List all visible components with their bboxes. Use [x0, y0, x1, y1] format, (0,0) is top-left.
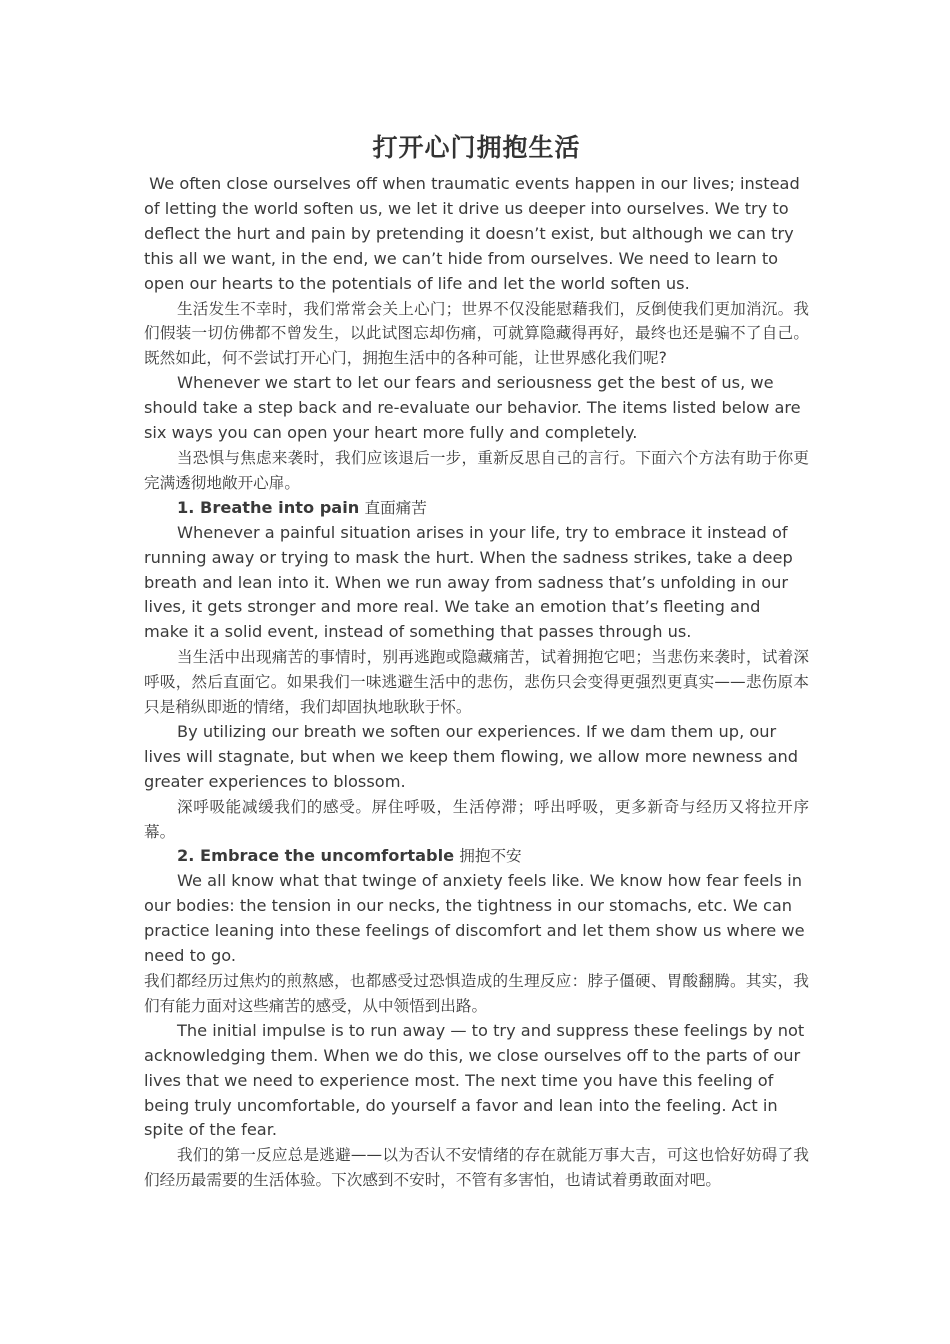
section-heading-1 — [144, 496, 809, 521]
section-heading-1-zh: 直面痛苦 — [364, 498, 427, 517]
paragraph-overview-en: Whenever we start to let our fears and seriousness get the best of us, we should take a step back and re-evaluate our behavior. The items listed below are six ways you can open your heart more fully and completely. — [144, 373, 801, 443]
section-heading-2-zh: 拥抱不安 — [459, 847, 522, 866]
section-heading-2-en: 2. Embrace the uncomfortable — [177, 846, 455, 866]
paragraph-breath-zh: 深呼吸能减缓我们的感受。屏住呼吸，生活停滞；呼出呼吸，更多新奇与经历又将拉开序幕。 — [144, 797, 809, 841]
paragraph-anxiety-en: We all know what that twinge of anxiety feels like. We know how fear feels in our bodies: the tension in our necks, the tightness in our stomachs, etc. We can practice leaning into these feelings of discomfort and let them show us where we need to go. — [144, 871, 805, 966]
section-heading-1-en: 1. Breathe into pain — [177, 497, 360, 517]
document-title: 打开心门拥抱生活 — [372, 133, 581, 162]
paragraph-impulse-en: The initial impulse is to run away — to try and suppress these feelings by not acknowledging them. When we do this, we close ourselves off to the parts of our lives that we need to experience most. The next time you have this feeling of being truly uncomfortable, do yourself a favor and lean into the feeling. Act in spite of the fear. — [144, 1020, 805, 1140]
paragraph-overview-zh: 当恐惧与焦虑来袭时，我们应该退后一步，重新反思自己的言行。下面六个方法有助于你更完满透彻地敞开心扉。 — [144, 448, 809, 492]
paragraph-intro-en: We often close ourselves off when traumatic events happen in our lives; instead of letting the world soften us, we let it drive us deeper into ourselves. We try to deflect the hurt and pain by pretending it doesn’t exist, but although we can try this all we want, in the end, we can’t hide from ourselves. We need to learn to open our hearts to the potentials of life and let the world soften us. — [144, 174, 805, 293]
section-heading-2 — [144, 844, 809, 869]
document-page — [144, 128, 809, 1193]
paragraph-breathe-zh: 当生活中出现痛苦的事情时，别再逃跑或隐藏痛苦，试着拥抱它吧；当悲伤来袭时，试着深呼吸，然后直面它。如果我们一味逃避生活中的悲伤，悲伤只会变得更强烈更真实——悲伤原本只是稍纵即逝的情绪，我们却固执地耿耿于怀。 — [144, 648, 809, 717]
paragraph-anxiety-zh: 我们都经历过焦灼的煎熬感，也都感受过恐惧造成的生理反应：脖子僵硬、胃酸翻腾。其实，我们有能力面对这些痛苦的感受，从中领悟到出路。 — [144, 972, 809, 1015]
paragraph-breathe-en: Whenever a painful situation arises in your life, try to embrace it instead of running away or trying to mask the hurt. When the sadness strikes, take a deep breath and lean into it. When we run away from sadness that’s unfolding in our lives, it gets stronger and more real. We take an emotion that’s fleeting and make it a solid event, instead of something that passes through us. — [144, 522, 793, 642]
paragraph-breath-en: By utilizing our breath we soften our experiences. If we dam them up, our lives will stagnate, but when we keep them flowing, we allow more newness and greater experiences to blossom. — [144, 721, 799, 791]
paragraph-intro-zh: 生活发生不幸时，我们常常会关上心门；世界不仅没能慰藉我们，反倒使我们更加消沉。我们假装一切仿佛都不曾发生，以此试图忘却伤痛，可就算隐藏得再好，最终也还是骗不了自己。既然如此，何不尝试打开心门，拥抱生活中的各种可能，让世界感化我们呢? — [144, 299, 809, 368]
paragraph-impulse-zh: 我们的第一反应总是逃避——以为否认不安情绪的存在就能万事大吉，可这也恰好妨碍了我们经历最需要的生活体验。下次感到不安时，不管有多害怕，也请试着勇敢面对吧。 — [144, 1146, 809, 1190]
